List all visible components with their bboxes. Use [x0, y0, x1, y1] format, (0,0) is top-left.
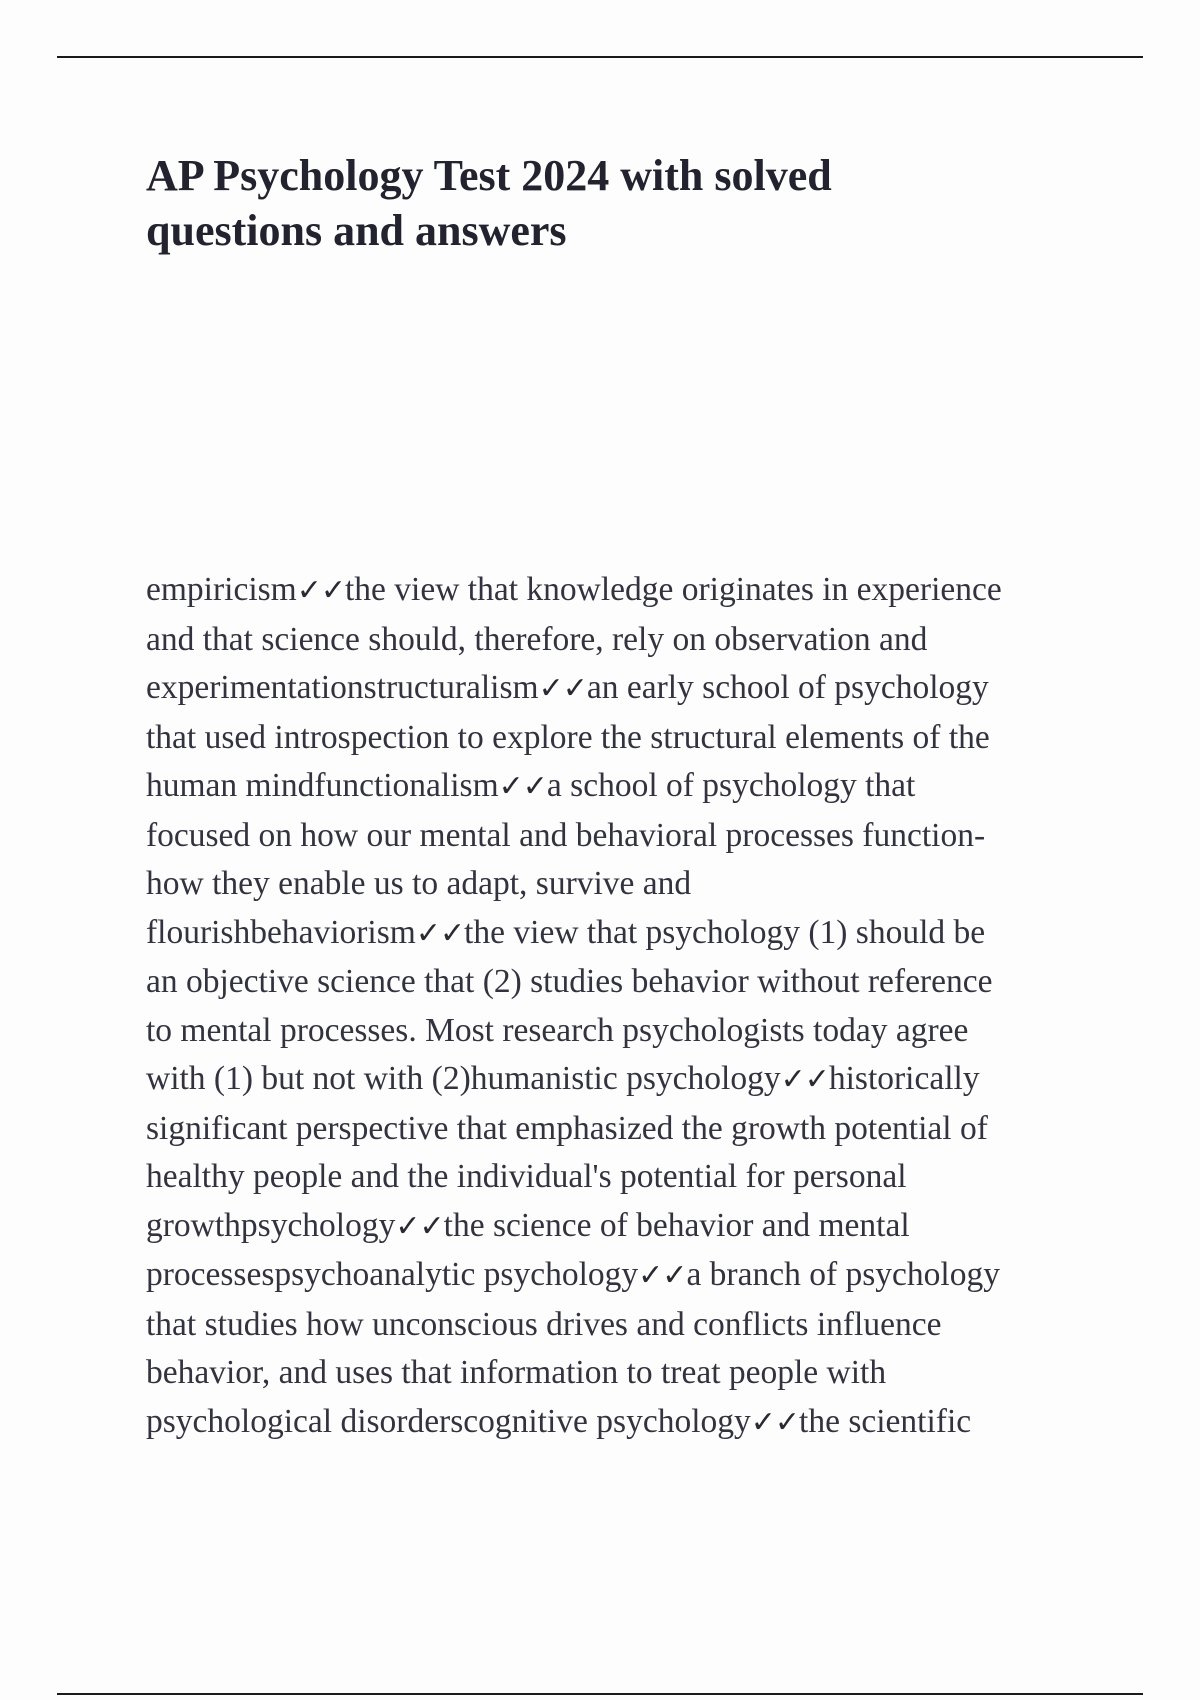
body-line — [146, 958, 1106, 1007]
body-text: the scientific — [799, 1402, 972, 1440]
body-line — [146, 1251, 1106, 1301]
body-text: the science of behavior and mental — [443, 1206, 910, 1244]
body-line — [146, 1398, 1106, 1448]
body-text: significant perspective that emphasized the growth potential of — [146, 1109, 988, 1147]
body-text: the view that psychology (1) should be — [464, 913, 986, 951]
body-line — [146, 566, 1106, 616]
body-line — [146, 812, 1106, 861]
body-text: focused on how our mental and behavioral processes function- — [146, 816, 986, 854]
body-text: experimentationstructuralism — [146, 669, 539, 706]
body-text: a school of psychology that — [546, 767, 916, 804]
body-text: empiricism — [146, 571, 297, 608]
document-body — [146, 566, 1106, 1447]
body-text: growthpsychology — [146, 1206, 396, 1244]
title-line-1: AP Psychology Test 2024 with solved — [146, 151, 832, 200]
check-mark-icon: ✓✓ — [498, 769, 547, 804]
title-line-2: questions and answers — [146, 206, 567, 255]
body-line — [146, 1301, 1106, 1350]
check-mark-icon: ✓✓ — [638, 1258, 687, 1293]
body-line — [146, 1202, 1106, 1252]
body-text: an early school of psychology — [586, 669, 989, 706]
body-text: human mindfunctionalism — [146, 767, 499, 804]
check-mark-icon: ✓✓ — [395, 1208, 444, 1244]
body-text: to mental processes. Most research psychologists today agree — [146, 1011, 969, 1049]
bottom-rule — [57, 1693, 1143, 1695]
check-mark-icon: ✓✓ — [780, 1062, 829, 1097]
body-line — [146, 1349, 1106, 1398]
body-line — [146, 762, 1106, 812]
body-line — [146, 909, 1106, 959]
check-mark-icon: ✓✓ — [415, 915, 465, 951]
body-text: psychological disorderscognitive psychology — [146, 1402, 751, 1440]
body-line — [146, 1153, 1106, 1202]
body-text: behavior, and uses that information to treat people with — [146, 1354, 887, 1391]
body-line — [146, 1055, 1106, 1105]
body-line — [146, 1007, 1106, 1056]
body-line — [146, 860, 1106, 909]
body-text: with (1) but not with (2)humanistic psychology — [146, 1060, 781, 1097]
body-text: healthy people and the individual's potential for personal — [146, 1158, 907, 1195]
body-text: processespsychoanalytic psychology — [146, 1256, 639, 1293]
body-text: historically — [828, 1060, 980, 1097]
check-mark-icon: ✓✓ — [538, 671, 587, 706]
body-text: that used introspection to explore the structural elements of the — [146, 718, 990, 756]
body-text: how they enable us to adapt, survive and — [146, 865, 692, 902]
body-line — [146, 664, 1106, 714]
body-text: an objective science that (2) studies behavior without reference — [146, 963, 993, 1000]
body-line — [146, 1105, 1106, 1154]
check-mark-icon: ✓✓ — [750, 1404, 800, 1440]
body-line — [146, 714, 1106, 763]
body-text: the view that knowledge originates in experience — [345, 571, 1002, 608]
document-title — [146, 148, 966, 258]
body-text: and that science should, therefore, rely on observation and — [146, 620, 928, 658]
body-text: a branch of psychology — [686, 1256, 1000, 1293]
body-line — [146, 616, 1106, 665]
check-mark-icon: ✓✓ — [296, 573, 345, 608]
top-rule — [57, 56, 1143, 58]
body-text: flourishbehaviorism — [146, 913, 416, 951]
body-text: that studies how unconscious drives and conflicts influence — [146, 1305, 942, 1343]
